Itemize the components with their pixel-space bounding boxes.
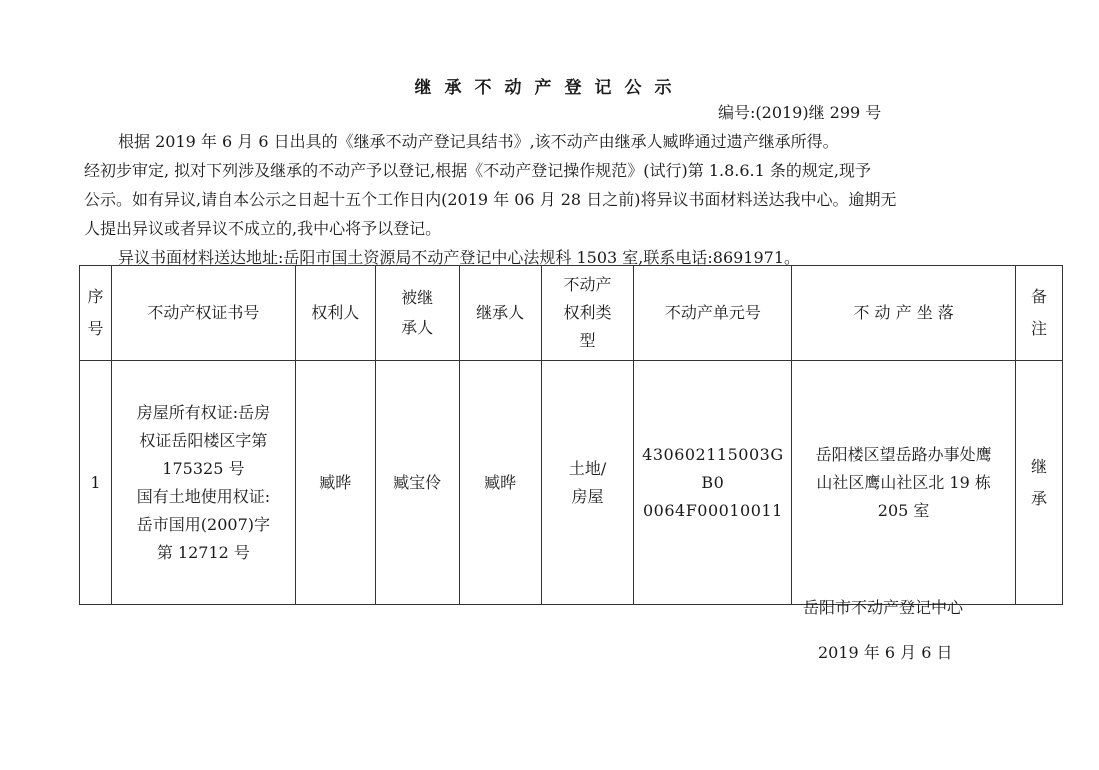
paragraph-review-line: 经初步审定, 拟对下列涉及继承的不动产予以登记,根据《不动产登记操作规范》(试行)第 1.8.6.1 条的规定,现予 [84, 161, 871, 180]
cell-location [792, 361, 1016, 605]
header-unit-no: 不动产单元号 [634, 266, 792, 361]
issue-date: 2019 年 6 月 6 日 [818, 643, 953, 662]
issuing-organization: 岳阳市不动产登记中心 [803, 598, 964, 617]
cert-line: 房屋所有权证:岳房 [136, 402, 271, 422]
paragraph-review-line: 人提出异议或者异议不成立的,我中心将予以登记。 [84, 219, 442, 238]
right-type-line: 土地/ [568, 458, 607, 478]
table-row [80, 361, 1063, 605]
cell-cert-no [111, 361, 295, 605]
cell-heir: 臧晔 [459, 361, 541, 605]
cell-seq: 1 [80, 361, 112, 605]
cert-line: 岳市国用(2007)字 [136, 514, 270, 534]
cell-decedent: 臧宝伶 [375, 361, 459, 605]
header-location: 不 动 产 坐 落 [792, 266, 1016, 361]
cert-line: 175325 号 [162, 458, 245, 478]
page-title: 继承不动产登记公示 [414, 78, 685, 98]
location-line: 205 室 [877, 500, 930, 520]
document-number: 编号:(2019)继 299 号 [718, 103, 882, 122]
announcement-table [79, 265, 1063, 605]
location-line: 岳阳楼区望岳路办事处鹰 [815, 444, 992, 464]
header-seq: 序号 [80, 266, 112, 361]
header-right-type: 不动产权利类型 [541, 266, 634, 361]
cert-line: 第 12712 号 [156, 542, 250, 562]
location-line: 山社区鹰山社区北 19 栋 [816, 472, 991, 492]
paragraph-intro: 根据 2019 年 6 月 6 日出具的《继承不动产登记具结书》,该不动产由继承人臧晔通过遗产继承所得。 [118, 132, 839, 151]
table-header-row [80, 266, 1063, 361]
header-heir: 继承人 [459, 266, 541, 361]
header-cert-no: 不动产权证书号 [111, 266, 295, 361]
paragraph-review-line: 公示。如有异议,请自本公示之日起十五个工作日内(2019 年 06 月 28 日之前)将异议书面材料送达我中心。逾期无 [84, 190, 897, 209]
paragraph-address: 异议书面材料送达地址:岳阳市国土资源局不动产登记中心法规科 1503 室,联系电话:8691971。 [118, 248, 801, 267]
cell-remark: 继承 [1015, 361, 1062, 605]
unit-no-line: 0064F00010011 [642, 500, 783, 520]
cell-unit-no [634, 361, 792, 605]
header-remark: 备注 [1015, 266, 1062, 361]
header-decedent: 被继承人 [375, 266, 459, 361]
unit-no-line: 430602115003GB0 [642, 444, 784, 492]
right-type-line: 房屋 [571, 486, 604, 506]
paragraph-review [84, 156, 1029, 243]
header-owner: 权利人 [295, 266, 375, 361]
cert-line: 权证岳阳楼区字第 [139, 430, 268, 450]
cell-owner: 臧晔 [295, 361, 375, 605]
cell-right-type [541, 361, 634, 605]
cert-line: 国有土地使用权证: [136, 486, 271, 506]
